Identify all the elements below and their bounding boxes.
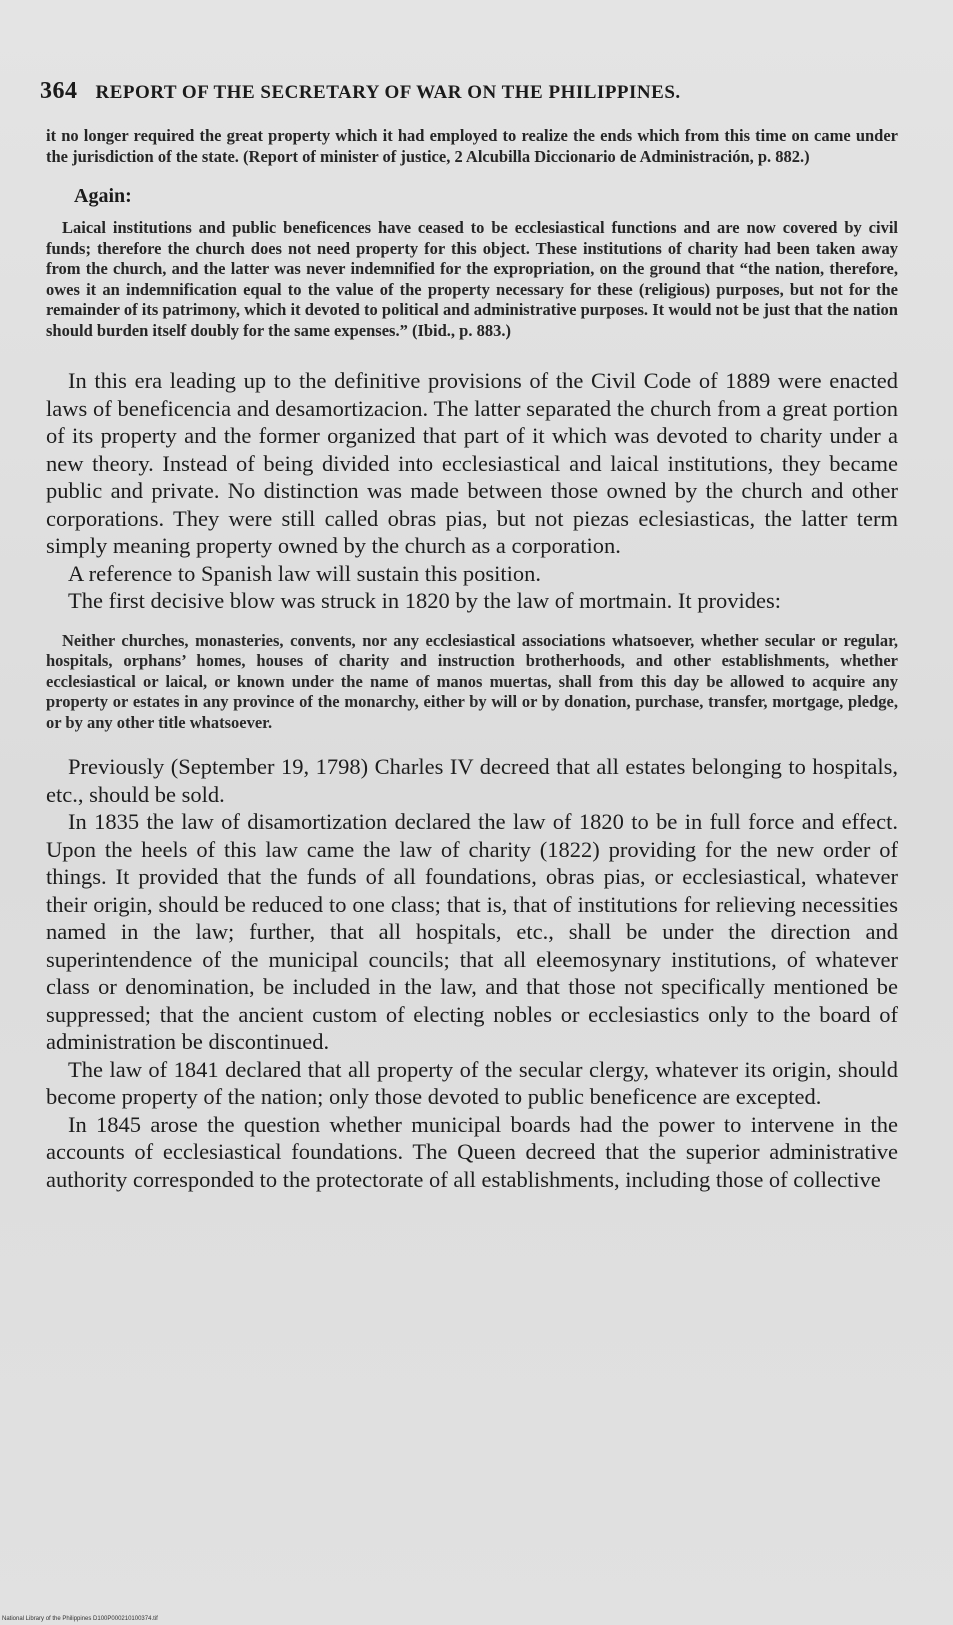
paragraph-1845: In 1845 arose the question whether municipal boards had the power to intervene in the accounts of ecclesiastical foundations. The Queen decreed that the superior administrative authority corresponded to the protectorate of all establishments, including those of collective — [46, 1111, 898, 1192]
page-body — [46, 126, 898, 1193]
scan-footer-stamp: National Library of the Philippines D100P000210100374.tif — [2, 1616, 158, 1622]
paragraph-beneficencia: In this era leading up to the definitive provisions of the Civil Code of 1889 were enacted laws of beneficencia and desamortizacion. The latter separated the church from a great portion of its property and the former organized that part of it which was devoted to charity under a new theory. Instead of being divided into ecclesiastical and laical institutions, they became public and private. No distinction was made between those owned by the church and other corporations. They were still called obras pias, but not piezas eclesiasticas, the latter term simply meaning property owned by the church as a corporation. — [46, 368, 898, 558]
paragraph-disamortization: In 1835 the law of disamortization declared the law of 1820 to be in full force and effect. Upon the heels of this law came the law of charity (1822) providing for the new order of things. It provided that the funds of all foundations, obras pias, or ecclesiastical, whatever their origin, should be reduced to one class; that is, that of institutions for relieving necessities named in the law; further, that all hospitals, etc., shall be under the direction and superintendence of the municipal councils; that all eleemosynary institutions, of whatever class or denomination, be included in the law, and that those not specifically mentioned be suppressed; that the ancient custom of electing nobles or ecclesiastics only to the board of administration be discontinued. — [46, 809, 898, 1054]
paragraph-mortmain: The first decisive blow was struck in 1820 by the law of mortmain. It provides: — [68, 588, 781, 613]
paragraph-continuation: it no longer required the great property which it had employed to realize the ends which from this time on came under the jurisdiction of the state. (Report of minister of justice, 2 Alcubilla Diccionario de Administración, p. 882.) — [46, 126, 898, 166]
paragraph-spanish-law: A reference to Spanish law will sustain this position. — [68, 560, 542, 586]
paragraph-law-1841: The law of 1841 declared that all property of the secular clergy, whatever its origin, should become property of the nation; only those devoted to public beneficence are excepted. — [46, 1056, 898, 1109]
running-title: REPORT OF THE SECRETARY OF WAR ON THE PHILIPPINES. — [95, 82, 681, 103]
paragraph-charles-iv: Previously (September 19, 1798) Charles IV decreed that all estates belonging to hospitals, etc., should be sold. — [46, 754, 898, 807]
block-quote-mortmain: Neither churches, monasteries, convents, nor any ecclesiastical associations whatsoever, whether secular or regular, hospitals, orphans’ homes, houses of charity and instruction brotherhoods, and other establishments, whether ecclesiastical or laical, or known under the name of manos muertas, shall from this day be allowed to acquire any property or estates in any province of the monarchy, either by will or by donation, purchase, transfer, mortgage, pledge, or by any other title whatsoever. — [46, 630, 898, 732]
page-number: 364 — [40, 78, 78, 104]
running-header — [40, 78, 880, 105]
block-quote-laical: Laical institutions and public beneficences have ceased to be ecclesiastical functions and are now covered by civil funds; therefore the church does not need property for this object. These institutions of charity had been taken away from the church, and the latter was never indemnified for the expropriation, on the ground that “the nation, therefore, owes it an indemnification equal to the value of the property necessary for these (religious) purposes, but not for the remainder of its patrimony, which it devoted to political and administrative purposes. It would not be just that the nation should burden itself doubly for the same expenses.” (Ibid., p. 883.) — [46, 218, 898, 340]
again-heading: Again: — [74, 185, 132, 207]
